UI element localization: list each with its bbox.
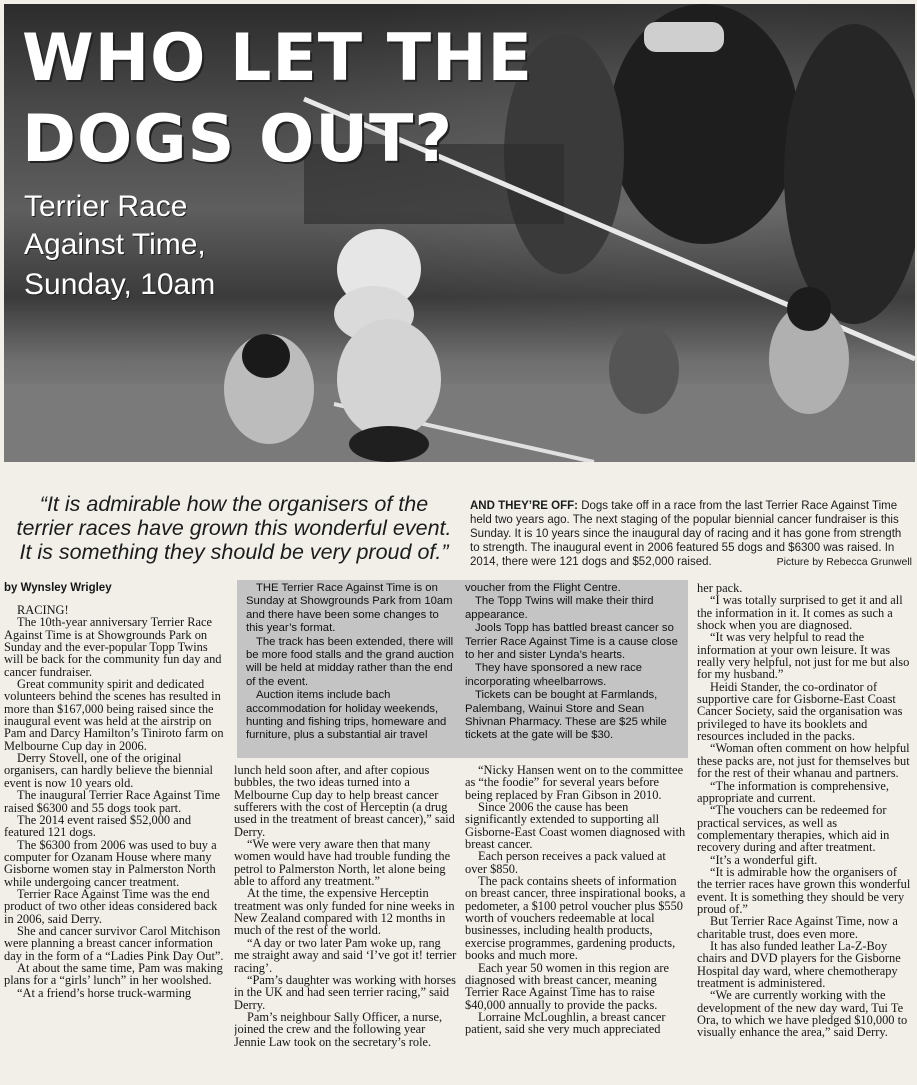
article-paragraph: “The information is comprehensive, appropriate and current.	[697, 778, 889, 805]
article-column-2	[234, 764, 458, 1082]
article-paragraph: Each person receives a pack valued at over $850.	[465, 849, 666, 876]
article-paragraph: “A day or two later Pam woke up, rang me straight away and said ‘I’ve got it! terrier racing’.	[234, 935, 457, 975]
article-paragraph: her pack.	[697, 582, 743, 595]
article-paragraph: “It is admirable how the organisers of the terrier races have grown this wonderful event. It is something they should be very proud of.”	[697, 864, 911, 916]
spectator-silhouette	[784, 24, 915, 324]
headline-line-1: WHO LET THE	[22, 21, 533, 96]
article-paragraph: The $6300 from 2006 was used to buy a computer for Ozanam House where many Gisborne women stay in Palmerston North while undergoing cancer treatment.	[4, 837, 217, 889]
article-column-3	[465, 764, 689, 1082]
grass	[4, 384, 915, 462]
info-paragraph: The track has been extended, there will be more food stalls and the grand auction will be held at midday rather than the end of the event.	[246, 635, 454, 688]
middle-dog	[609, 324, 679, 414]
info-paragraph: THE Terrier Race Against Time is on Sunday at Showgrounds Park from 10am and there have been some changes to this year’s format.	[246, 582, 453, 635]
article-paragraph: Pam’s neighbour Sally Officer, a nurse, joined the crew and the following year Jennie Law took on the secretary’s role.	[234, 1009, 443, 1049]
article-paragraph: The 10th-year anniversary Terrier Race Against Time is at Showgrounds Park on Sunday and the ever-popular Topp Twins will be back for the community fun day and cancer fundraiser.	[4, 615, 222, 679]
article-column-4	[697, 582, 913, 1082]
article-paragraph: lunch held soon after, and after copious bubbles, the two ideas turned into a Melbourne Cup day to help breast cancer sufferers with the cost of Herceptin (a drug used in the treatment of breast cancer),” said Derry.	[234, 764, 455, 839]
article-paragraph: The 2014 event raised $52,000 and featured 121 dogs.	[4, 812, 192, 840]
article-paragraph: It has also funded leather La-Z-Boy chairs and DVD players for the Gisborne Hospital day ward, where chemotherapy treatment is administered.	[697, 938, 901, 990]
article-column-1	[4, 604, 226, 1082]
pull-quote: “It is admirable how the organisers of the terrier races have grown this wonderful event. It is something they should be very proud of.”	[16, 492, 452, 564]
info-paragraph: voucher from the Flight Centre.	[465, 582, 621, 594]
article-paragraph: At the time, the expensive Herceptin treatment was only funded for nine weeks in New Zealand compared with 12 months in much of the rest of the world.	[234, 886, 455, 938]
headline-line-2: DOGS OUT?	[22, 102, 454, 177]
article-paragraph: RACING!	[17, 604, 69, 617]
article-paragraph: “We were very aware then that many women would have had trouble funding the petrol to Palmerston North, let alone being able to afford any treatment.”	[234, 837, 451, 889]
article-paragraph: “Nicky Hansen went on to the committee as “the foodie” for several years before being replaced by Fran Gibson in 2010.	[465, 764, 684, 802]
article-paragraph: “At a friend’s horse truck-warming	[17, 985, 192, 1000]
caption-text: Dogs take off in a race from the last Terrier Race Against Time held two years ago. The next staging of the popular biennial cancer fundraiser is this Sunday. It is 10 years since the inaugural day of racing and it has gone from strength to strength. The inaugural event in 2006 featured 55 dogs and $6300 was raised. In 2014, there were 121 dogs and $52,000 raised.	[470, 500, 902, 568]
article-paragraph: Great community spirit and dedicated volunteers behind the scenes has resulted in more than $167,000 being raised since the inaugural event was held at the airstrip on Pam and Darcy Hamilton’s Tiniroto farm on Melbourne Cup day in 2006.	[4, 677, 224, 753]
article-paragraph: Since 2006 the cause has been significantly extended to supporting all Gisborne-East Coast women diagnosed with breast cancer.	[465, 800, 686, 852]
article-paragraph: The pack contains sheets of information on breast cancer, three inspirational books, a pedometer, a $100 petrol voucher plus $550 worth of vouchers redeemable at local businesses, including health products, exercise programmes, gardening products, books and much more.	[465, 874, 686, 963]
article-paragraph: “Woman often comment on how helpful these packs are, not just for themselves but for the rest of their whanau and partners.	[697, 741, 910, 781]
info-paragraph: Auction items include bach accommodation for holiday weekends, hunting and fishing trips, homeware and furniture, plus a substantial air travel	[246, 689, 447, 742]
article-paragraph: The inaugural Terrier Race Against Time raised $6300 and 55 dogs took part.	[4, 788, 220, 815]
lead-dog-legs	[349, 426, 429, 462]
article-paragraph: She and cancer survivor Carol Mitchison were planning a breast cancer information day in the form of a “Ladies Pink Day Out”.	[4, 923, 224, 963]
article-paragraph: Each year 50 women in this region are diagnosed with breast cancer, meaning Terrier Race Against Time has to raise $40,000 annually to provide the packs.	[465, 960, 669, 1012]
article-paragraph: “Pam’s daughter was working with horses in the UK and had seen terrier racing,” said Derry.	[234, 972, 456, 1012]
info-box-right-column	[465, 582, 678, 743]
byline: by Wynsley Wrigley	[4, 582, 112, 594]
photo-caption	[470, 499, 912, 569]
article-paragraph: Derry Stovell, one of the original organisers, can hardly believe the biennial event is now 10 years old.	[4, 751, 213, 790]
info-box	[237, 580, 688, 758]
subhead-line-3: Sunday, 10am	[24, 268, 216, 301]
article-paragraph: At about the same time, Pam was making plans for a “girls’ lunch” in her woolshed.	[4, 960, 223, 988]
article-paragraph: “It’s a wonderful gift.	[710, 852, 818, 867]
article-paragraph: “I was totally surprised to get it and all the information in it. It comes as such a shock when you are diagnosed.	[697, 593, 903, 633]
article-paragraph: “It was very helpful to read the information at your own leisure. It was really very helpful, not just for me but also for my husband.”	[697, 630, 910, 682]
subhead-line-2: Against Time,	[24, 228, 206, 261]
article-paragraph: Terrier Race Against Time was the end product of two other ideas considered back in 2006, said Derry.	[4, 886, 218, 926]
article-paragraph: Lorraine McLoughlin, a breast cancer patient, said she very much appreciated	[465, 1009, 666, 1037]
info-paragraph: The Topp Twins will make their third appearance.	[465, 595, 654, 621]
left-dog-head	[242, 334, 290, 378]
info-paragraph: Tickets can be bought at Farmlands, Palembang, Wainui Store and Sean Shivnan Pharmacy. These are $25 while tickets at the gate will be $30.	[465, 689, 667, 742]
right-dog-head	[787, 287, 831, 331]
hero-photo	[4, 4, 915, 462]
lead-dog	[337, 319, 441, 439]
info-paragraph: They have sponsored a new race incorporating wheelbarrows.	[465, 662, 643, 688]
caption-lead: AND THEY’RE OFF:	[470, 500, 578, 512]
info-paragraph: Jools Topp has battled breast cancer so Terrier Race Against Time is a cause close to her and sister Lynda’s hearts.	[465, 622, 678, 662]
subhead-line-1: Terrier Race	[24, 190, 188, 223]
article-paragraph: Heidi Stander, the co-ordinator of supportive care for Gisborne-East Coast Cancer Society, said the organisation was privileged to have its booklets and resources included in the packs.	[697, 679, 903, 744]
spectator-hat	[644, 22, 724, 52]
article-paragraph: “We are currently working with the development of the new day ward, Tui Te Ora, to which we have pledged $10,000 to visually enhance the area,” said Derry.	[697, 988, 908, 1040]
article-paragraph: But Terrier Race Against Time, now a charitable trust, does even more.	[697, 914, 898, 941]
info-box-left-column	[246, 582, 459, 743]
article-paragraph: “The vouchers can be redeemed for practical services, as well as complementary therapies, which aid in recovery during and after treatment.	[697, 803, 890, 855]
photo-credit: Picture by Rebecca Grunwell	[776, 556, 912, 568]
